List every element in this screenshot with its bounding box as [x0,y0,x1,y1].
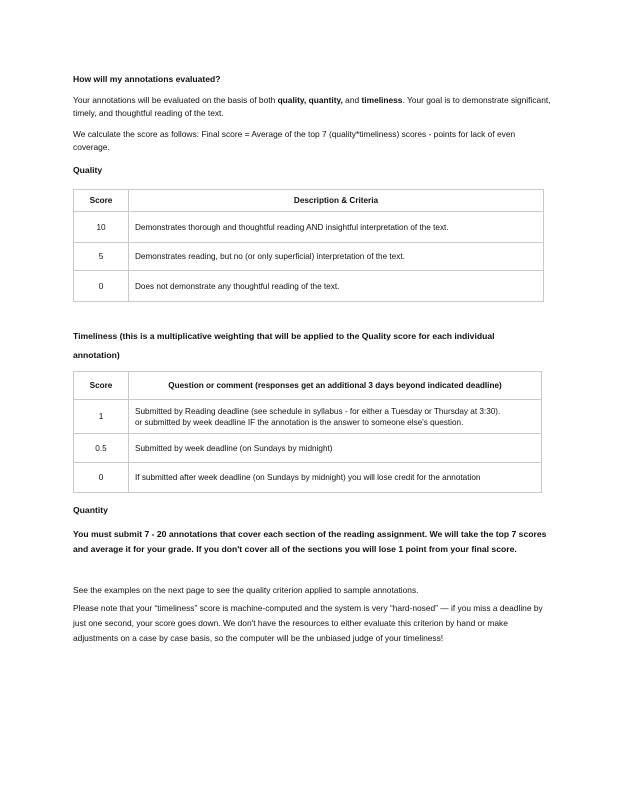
quantity-requirement: You must submit 7 - 20 annotations that cover each section of the reading assignment. We will take the top 7 scores and average it for your grade. If you don't cover all of the sections you will lose 1 point from your final score. [73,529,547,554]
intro-text-mid: and [342,95,362,105]
timeliness-score-cell: 0 [74,463,129,493]
timeliness-row [74,400,542,434]
intro-text-after: . Your goal is to demonstrate significant, timely, and thoughtful reading of the text. [73,95,551,118]
quality-desc-cell: Demonstrates reading, but no (or only superficial) interpretation of the text. [129,243,544,271]
score-formula: We calculate the score as follows: Final score = Average of the top 7 (quality*timeliness) scores - points for lack of even coverage. [73,129,516,152]
quality-score-cell: 5 [74,243,129,271]
quality-row [74,243,544,271]
timeliness-desc-line: or submitted by week deadline IF the annotation is the answer to someone else's question. [135,417,464,427]
quality-header-row [74,190,544,212]
timeliness-heading: Timeliness (this is a multiplicative weighting that will be applied to the Quality score for each individual annotation) [73,331,495,360]
timeliness-col-desc: Question or comment (responses get an additional 3 days beyond indicated deadline) [129,372,542,400]
quality-col-score: Score [74,190,129,212]
section-title: How will my annotations evaluated? [73,74,221,84]
timeliness-col-score: Score [74,372,129,400]
timeliness-score-cell: 0.5 [74,434,129,463]
timeliness-score-cell: 1 [74,400,129,434]
quality-score-cell: 0 [74,271,129,302]
intro-bold-criteria: quality, quantity, [277,95,343,105]
intro-paragraph [73,94,551,120]
quality-row [74,212,544,243]
quality-col-desc: Description & Criteria [129,190,544,212]
intro-bold-timeliness: timeliness [361,95,403,105]
quality-desc-cell: Demonstrates thorough and thoughtful reading AND insightful interpretation of the text. [129,212,544,243]
timeliness-header-row [74,372,542,400]
quality-score-cell: 10 [74,212,129,243]
quality-desc-cell: Does not demonstrate any thoughtful reading of the text. [129,271,544,302]
timeliness-desc-cell: Submitted by week deadline (on Sundays by midnight) [129,434,542,463]
timeliness-note: Please note that your “timeliness” score is machine-computed and the system is very “hard-nosed” — if you miss a deadline by just one second, your score goes down. We don't have the resources to either evaluate this criterion by hand or make adjustments on a case by case basis, so the computer will be the unbiased judge of your timeliness! [73,603,543,643]
quality-row [74,271,544,302]
timeliness-desc-cell: If submitted after week deadline (on Sundays by midnight) you will lose credit for the annotation [129,463,542,493]
quality-heading: Quality [73,165,103,175]
quantity-heading: Quantity [73,505,108,515]
quality-table [73,189,544,302]
examples-note: See the examples on the next page to see the quality criterion applied to sample annotations. [73,585,419,595]
timeliness-desc-line: Submitted by Reading deadline (see schedule in syllabus - for either a Tuesday or Thursday at 3:30). [135,406,501,416]
timeliness-row [74,463,542,493]
timeliness-row [74,434,542,463]
timeliness-table [73,371,542,493]
timeliness-desc-cell [129,400,542,434]
intro-text-before: Your annotations will be evaluated on the basis of both [73,95,278,105]
